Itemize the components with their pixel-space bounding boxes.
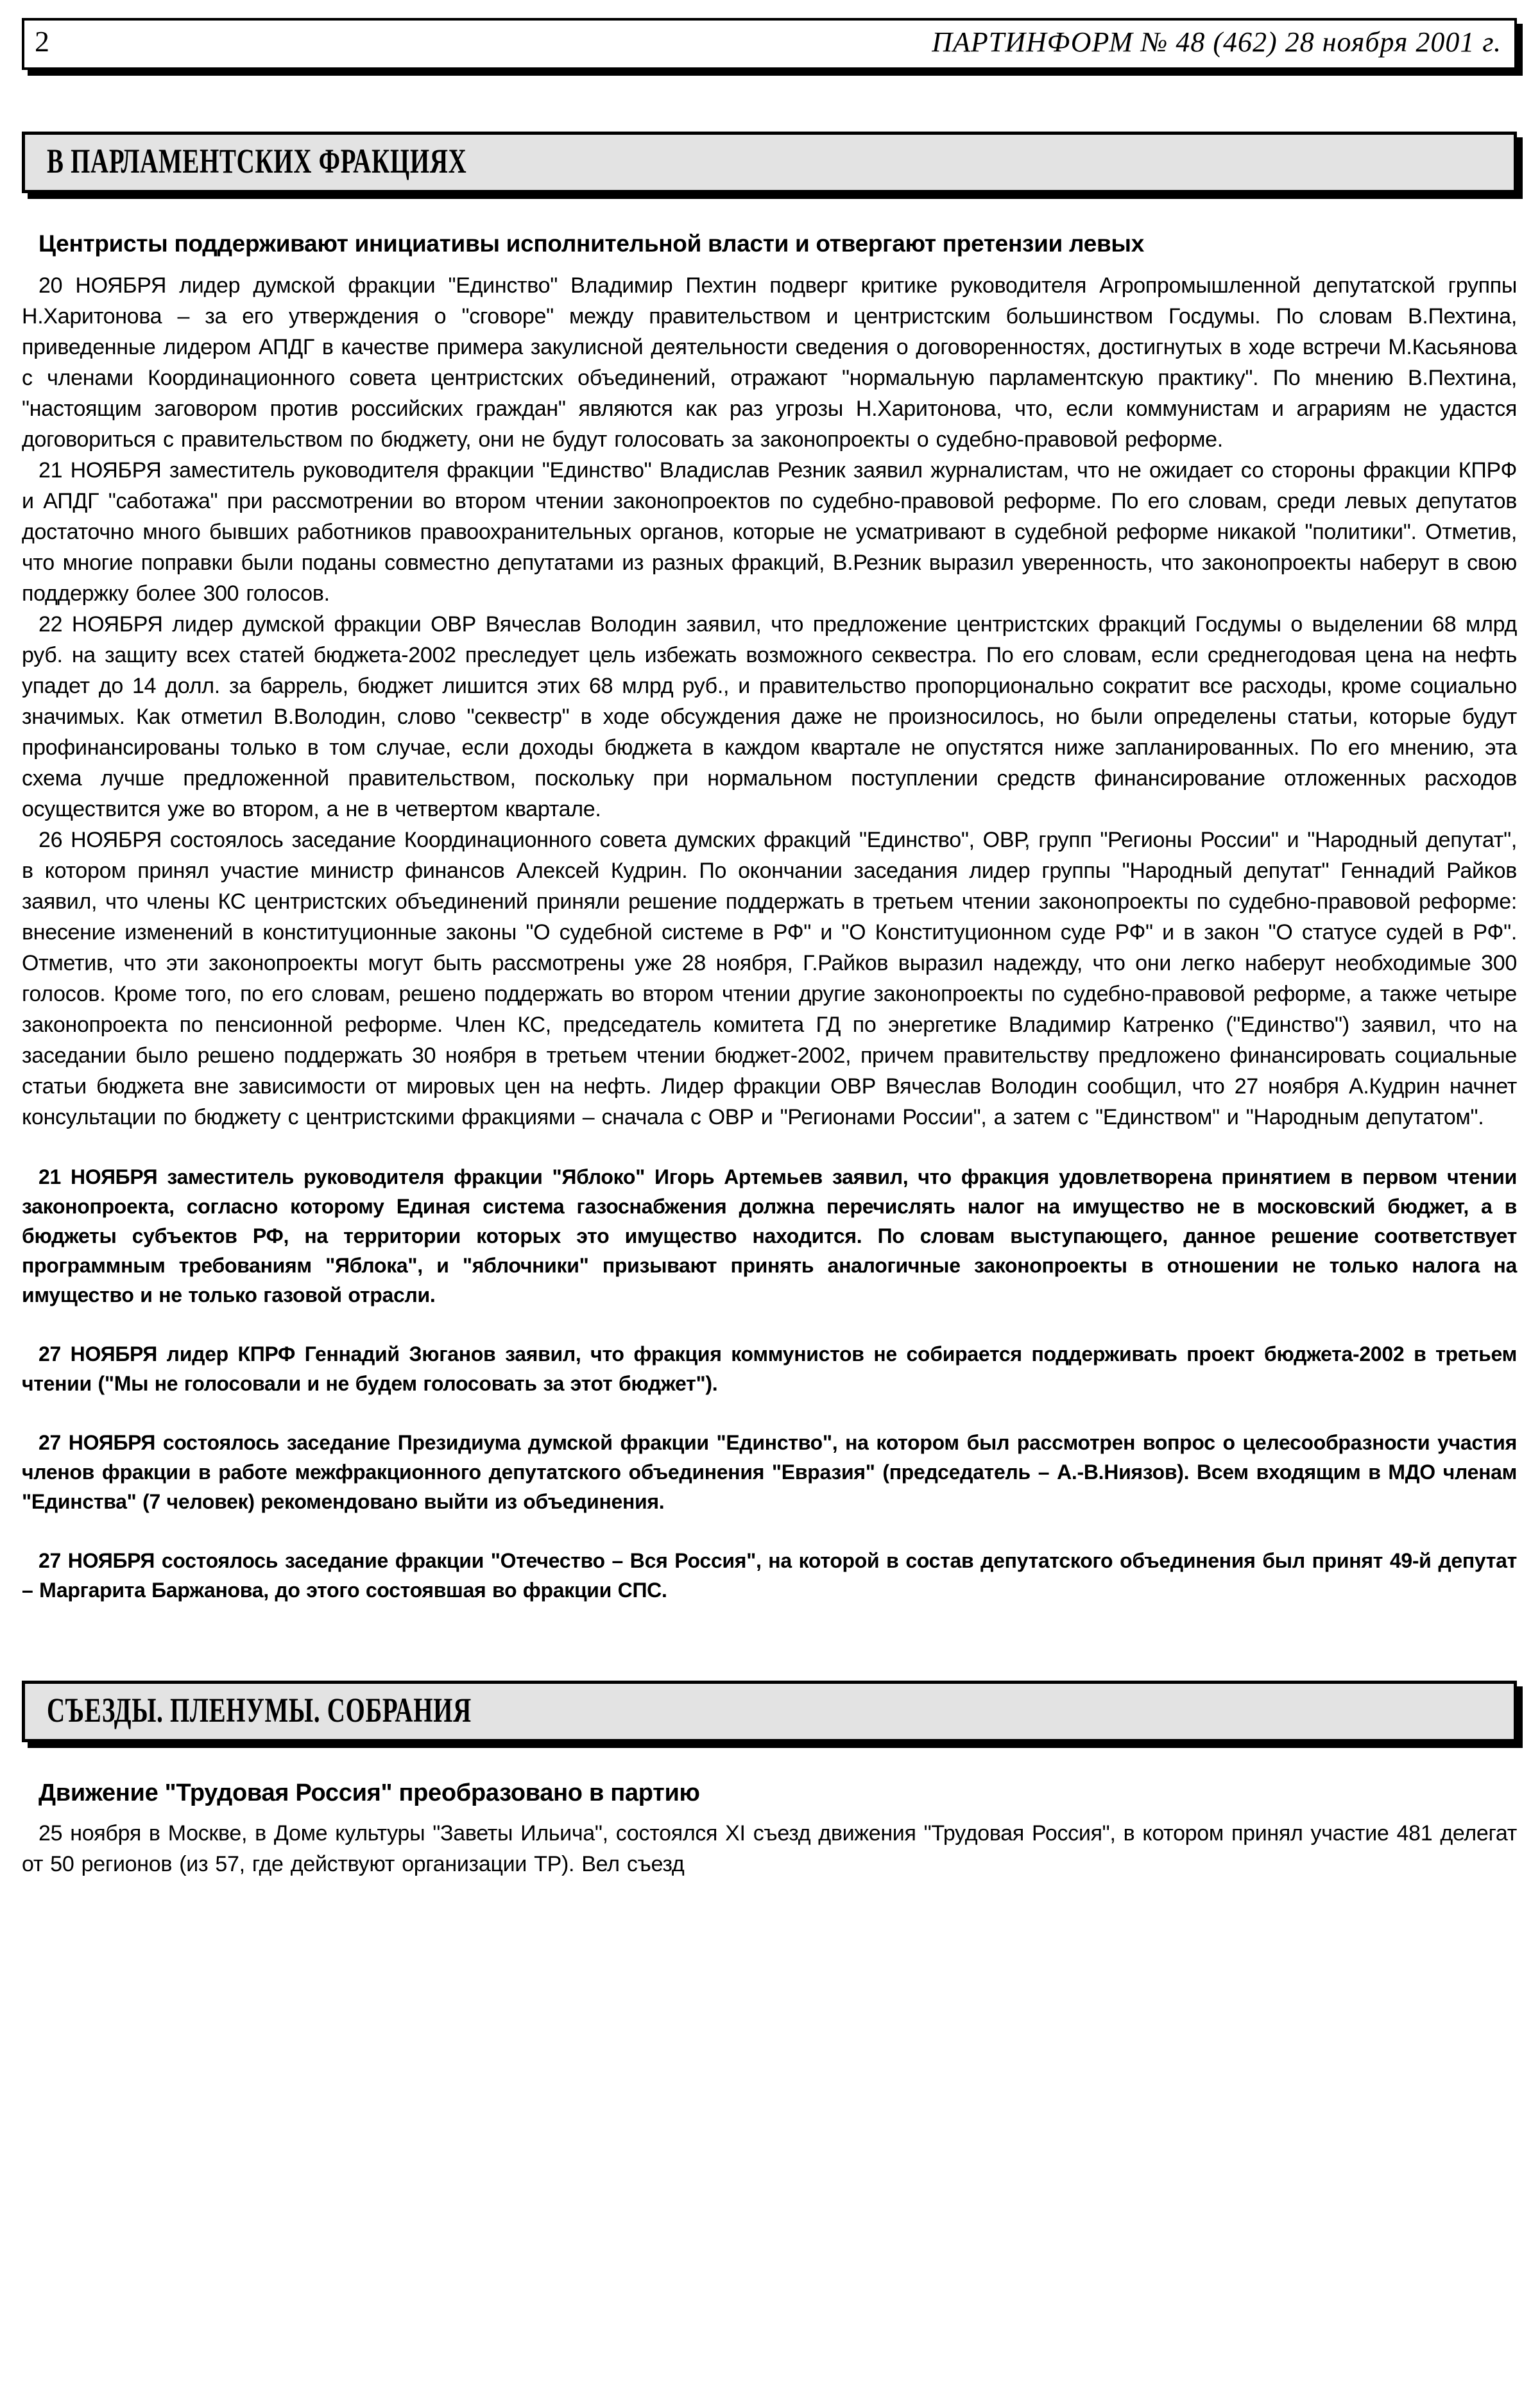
section-header-parliament-fractions bbox=[22, 132, 1517, 193]
section-title: В ПАРЛАМЕНТСКИХ ФРАКЦИЯХ bbox=[47, 142, 467, 180]
page-number: 2 bbox=[35, 25, 49, 58]
page-header bbox=[22, 18, 1517, 70]
bold-item-nov27-zyuganov: 27 НОЯБРЯ лидер КПРФ Геннадий Зюганов заявил, что фракция коммунистов не собирается поддерживать проект бюджета-2002 в третьем чтении ("Мы не голосовали и не будем голосовать за этот бюджет"). bbox=[22, 1342, 1517, 1395]
article-title-centrists: Центристы поддерживают инициативы исполнительной власти и отвергают претензии левых bbox=[38, 230, 1144, 257]
article-title-trudovaya-rossiya: Движение "Трудовая Россия" преобразовано в партию bbox=[38, 1779, 700, 1806]
bold-item-nov27-ovr: 27 НОЯБРЯ состоялось заседание фракции "Отечество – Вся Россия", на которой в состав депутатского объединения был принят 49-й депутат – Маргарита Баржанова, до этого состоявшая во фракции СПС. bbox=[22, 1549, 1517, 1602]
section-title: СЪЕЗДЫ. ПЛЕНУМЫ. СОБРАНИЯ bbox=[47, 1691, 472, 1729]
paragraph-nov21-reznik: 21 НОЯБРЯ заместитель руководителя фракции "Единство" Владислав Резник заявил журналистам, что не ожидает со стороны фракции КПРФ и АПДГ "саботажа" при рассмотрении во втором чтении законопроектов по судебно-правовой реформе. По его словам, среди левых депутатов достаточно много бывших работников правоохранительных органов, которые не усматривают в судебной реформе никакой "политики". Отметив, что многие поправки были поданы совместно депутатами из разных фракций, В.Резник выразил уверенность, что законопроекты наберут в свою поддержку более 300 голосов. bbox=[22, 458, 1517, 606]
paragraph-nov26-coordination-council: 26 НОЯБРЯ состоялось заседание Координационного совета думских фракций "Единство", ОВР, групп "Регионы России" и "Народный депутат", в котором принял участие министр финансов Алексей Кудрин. По окончании заседания лидер группы "Народный депутат" Геннадий Райков заявил, что члены КС центристских объединений приняли решение поддержать в третьем чтении законопроекты по судебно-правовой реформе: внесение изменений в конституционные законы "О судебной системе в РФ" и "О Конституционном суде РФ" и в закон "О статусе судей в РФ". Отметив, что эти законопроекты могут быть рассмотрены уже 28 ноября, Г.Райков выразил надежду, что они легко наберут необходимые 300 голосов. Кроме того, по его словам, решено поддержать во втором чтении другие законопроекты по судебно-правовой реформе, а также четыре законопроекта по пенсионной реформе. Член КС, председатель комитета ГД по энергетике Владимир Катренко ("Единство") заявил, что на заседании было решено поддержать 30 ноября в третьем чтении бюджет-2002, причем правительству предложено финансировать социальные статьи бюджета вне зависимости от мировых цен на нефть. Лидер фракции ОВР Вячеслав Володин сообщил, что 27 ноября А.Кудрин начнет консультации по бюджету с центристскими фракциями – сначала с ОВР и "Регионами России", а затем с "Единством" и "Народным депутатом". bbox=[22, 828, 1517, 1129]
section-header-congresses bbox=[22, 1681, 1517, 1742]
issue-title: ПАРТИНФОРМ № 48 (462) 28 ноября 2001 г. bbox=[932, 26, 1502, 58]
bold-item-nov27-edinstvo-presidium: 27 НОЯБРЯ состоялось заседание Президиума думской фракции "Единство", на котором был рассмотрен вопрос о целесообразности участия членов фракции в работе межфракционного депутатского объединения "Евразия" (председатель – А.-В.Ниязов). Всем входящим в МДО членам "Единства" (7 человек) рекомендовано выйти из объединения. bbox=[22, 1431, 1517, 1513]
paragraph-nov25-congress: 25 ноября в Москве, в Доме культуры "Заветы Ильича", состоялся XI съезд движения "Трудовая Россия", в котором принял участие 481 делегат от 50 регионов (из 57, где действуют организации ТР). Вел съезд bbox=[22, 1821, 1517, 1876]
bold-item-nov21-yabloko: 21 НОЯБРЯ заместитель руководителя фракции "Яблоко" Игорь Артемьев заявил, что фракция удовлетворена принятием в первом чтении законопроекта, согласно которому Единая система газоснабжения должна перечислять налог на имущество не в московский бюджет, а в бюджеты субъектов РФ, на территории которых это имущество находится. По словам выступающего, данное решение соответствует программным требованиям "Яблока", и "яблочники" призывают принять аналогичные законопроекты в отношении не только налога на имущество и не только газовой отрасли. bbox=[22, 1165, 1517, 1307]
paragraph-nov20: 20 НОЯБРЯ лидер думской фракции "Единство" Владимир Пехтин подверг критике руководителя Агропромышленной депутатской группы Н.Харитонова – за его утверждения о "сговоре" между правительством и центристским большинством Госдумы. По словам В.Пехтина, приведенные лидером АПДГ в качестве примера закулисной деятельности сведения о договоренностях, достигнутых в ходе встречи М.Касьянова с членами Координационного совета центристских объединений, отражают "нормальную парламентскую практику". По мнению В.Пехтина, "настоящим заговором против российских граждан" являются как раз угрозы Н.Харитонова, что, если коммунистам и аграриям не удастся договориться с правительством по бюджету, они не будут голосовать за законопроекты о судебно-правовой реформе. bbox=[22, 273, 1517, 452]
paragraph-nov22-volodin: 22 НОЯБРЯ лидер думской фракции ОВР Вячеслав Володин заявил, что предложение центристских фракций Госдумы о выделении 68 млрд руб. на защиту всех статей бюджета-2002 преследует цель избежать возможного секвестра. По его словам, если среднегодовая цена на нефть упадет до 14 долл. за баррель, бюджет лишится этих 68 млрд руб., и правительство пропорционально сократит все расходы, кроме социально значимых. Как отметил В.Володин, слово "секвестр" в ходе обсуждения даже не произносилось, но были определены статьи, которые будут профинансированы только в том случае, если доходы бюджета в каждом квартале не опустятся ниже запланированных. По его мнению, эта схема лучше предложенной правительством, поскольку при нормальном поступлении средств финансирование отложенных расходов осуществится уже во втором, а не в четвертом квартале. bbox=[22, 612, 1517, 821]
